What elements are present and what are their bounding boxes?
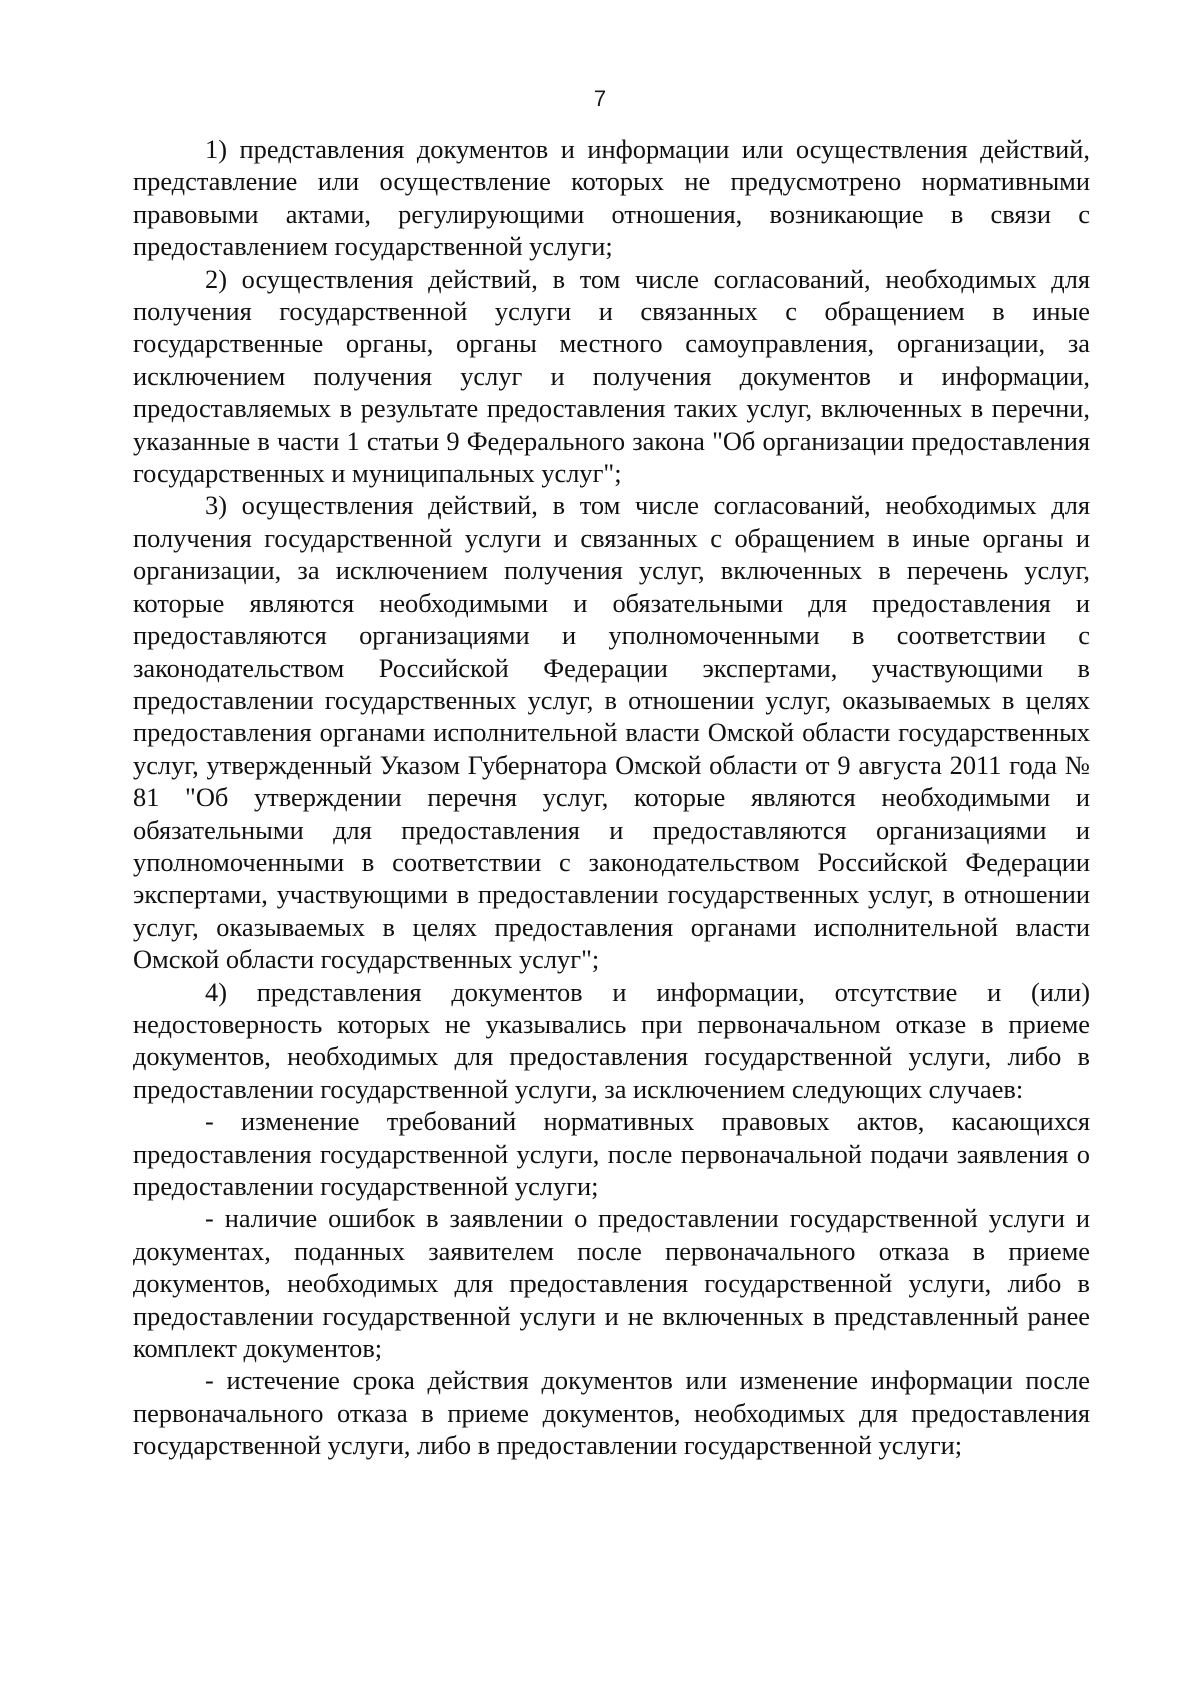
paragraph-item-4: 4) представления документов и информации, отсутствие и (или) недостоверность которых не указывались при первоначальном отказе в приеме документов, необходимых для предоставления государственной услуги, либо в предоставлении государственной услуги, за исключением следующих случаев:	[133, 976, 1090, 1104]
paragraph-exception-1: - изменение требований нормативных правовых актов, касающихся предоставления государственной услуги, после первоначальной подачи заявления о предоставлении государственной услуги;	[133, 1106, 1090, 1201]
paragraph-item-3: 3) осуществления действий, в том числе согласований, необходимых для получения государственной услуги и связанных с обращением в иные органы и организации, за исключением получения услуг, включенных в перечень услуг, которые являются необходимыми и обязательными для предоставления и предоставляются организациями и уполномоченными в соответствии с законодательством Российской Федерации экспертами, участвующими в предоставлении государственных услуг, в отношении услуг, оказываемых в целях предоставления органами исполнительной власти Омской области государственных услуг, утвержденный Указом Губернатора Омской области от 9 августа 2011 года № 81 "Об утверждении перечня услуг, которые являются необходимыми и обязательными для предоставления и предоставляются организациями и уполномоченными в соответствии с законодательством Российской Федерации экспертами, участвующими в предоставлении государственных услуг, в отношении услуг, оказываемых в целях предоставления органами исполнительной власти Омской области государственных услуг";	[133, 490, 1090, 975]
document-body	[133, 133, 1090, 1462]
paragraph-item-2: 2) осуществления действий, в том числе согласований, необходимых для получения государственной услуги и связанных с обращением в иные государственные органы, органы местного самоуправления, организации, за исключением получения услуг и получения документов и информации, предоставляемых в результате предоставления таких услуг, включенных в перечни, указанные в части 1 статьи 9 Федерального закона "Об организации предоставления государственных и муниципальных услуг";	[133, 263, 1090, 489]
paragraph-exception-3: - истечение срока действия документов или изменение информации после первоначального отказа в приеме документов, необходимых для предоставления государственной услуги, либо в предоставлении государственной услуги;	[133, 1365, 1090, 1461]
page-number: 7	[593, 86, 607, 111]
paragraph-exception-2: - наличие ошибок в заявлении о предоставлении государственной услуги и документах, поданных заявителем после первоначального отказа в приеме документов, необходимых для предоставления государственной услуги, либо в предоставлении государственной услуги и не включенных в представленный ранее комплект документов;	[133, 1203, 1090, 1364]
paragraph-item-1: 1) представления документов и информации или осуществления действий, представление или осуществление которых не предусмотрено нормативными правовыми актами, регулирующими отношения, возникающие в связи с предоставлением государственной услуги;	[133, 134, 1090, 262]
